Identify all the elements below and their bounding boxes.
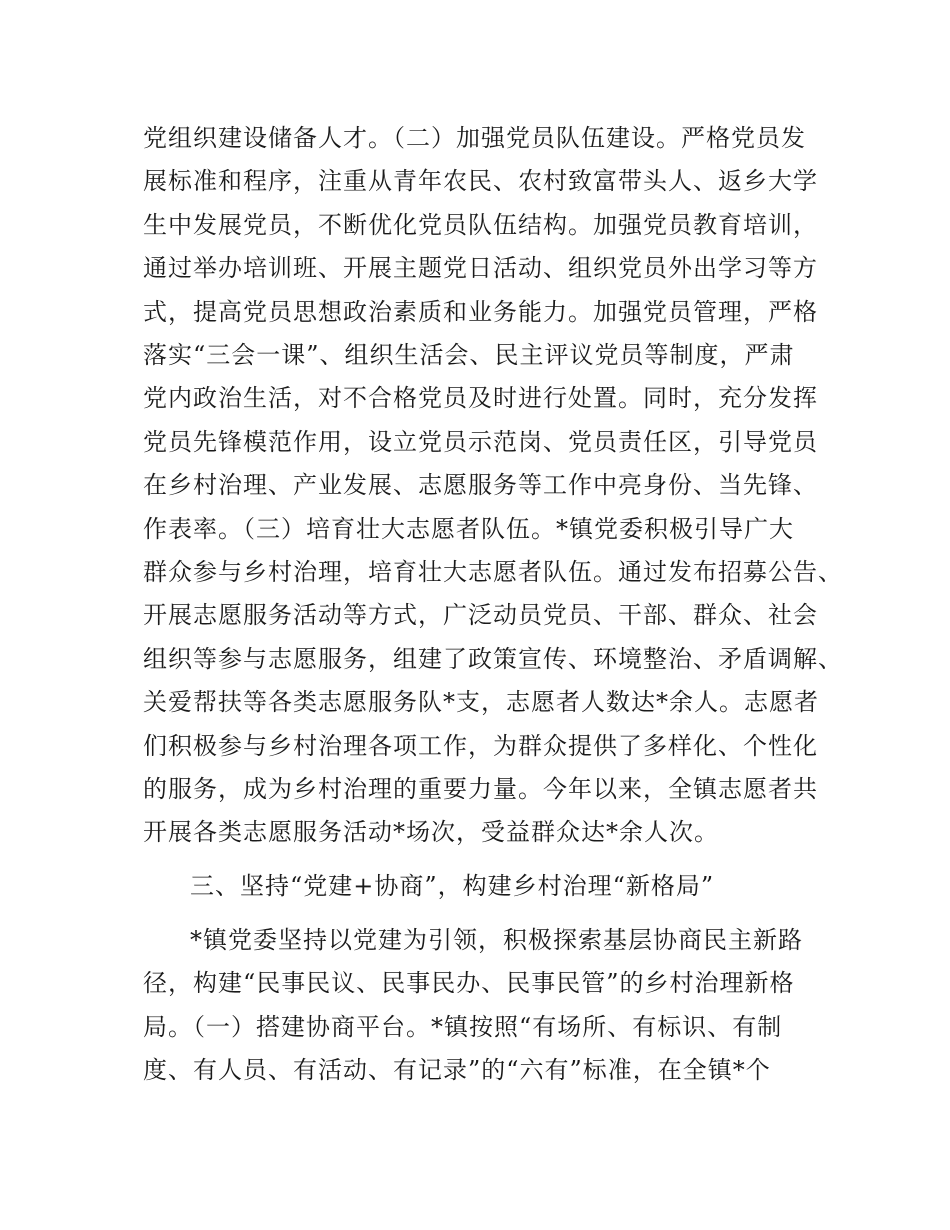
body-text-line: 径，构建“民事民议、民事民办、民事民管”的乡村治理新格 — [143, 969, 795, 997]
body-text-line: 党员先锋模范作用，设立党员示范岗、党员责任区，引导党员 — [143, 428, 818, 456]
section-heading: 三、坚持“党建+协商”，构建乡村治理“新格局” — [190, 872, 715, 900]
body-text-line: 作表率。（三）培育壮大志愿者队伍。*镇党委积极引导广大 — [143, 515, 794, 543]
body-text-line: 展标准和程序，注重从青年农民、农村致富带头人、返乡大学 — [143, 167, 818, 195]
body-text-line: 党组织建设储备人才。（二）加强党员队伍建设。严格党员发 — [143, 124, 806, 152]
body-text-line: 落实“三会一课”、组织生活会、民主评议党员等制度，严肃 — [143, 341, 795, 369]
body-text-line: 局。（一）搭建协商平台。*镇按照“有场所、有标识、有制 — [143, 1013, 783, 1041]
body-text-line: 党内政治生活，对不合格党员及时进行处置。同时，充分发挥 — [143, 384, 818, 412]
body-text-line: 们积极参与乡村治理各项工作，为群众提供了多样化、个性化 — [143, 732, 818, 760]
body-text-line: 通过举办培训班、开展主题党日活动、组织党员外出学习等方 — [143, 254, 818, 282]
body-text-line: *镇党委坚持以党建为引领，积极探索基层协商民主新路 — [190, 926, 803, 954]
body-text-line: 度、有人员、有活动、有记录”的“六有”标准，在全镇*个 — [143, 1056, 771, 1084]
body-text-line: 开展各类志愿服务活动*场次，受益群众达*余人次。 — [143, 818, 719, 846]
body-text-line: 开展志愿服务活动等方式，广泛动员党员、干部、群众、社会 — [143, 601, 818, 629]
body-text-line: 的服务，成为乡村治理的重要力量。今年以来，全镇志愿者共 — [143, 775, 818, 803]
body-text-line: 生中发展党员，不断优化党员队伍结构。加强党员教育培训， — [143, 211, 818, 239]
body-text-line: 式，提高党员思想政治素质和业务能力。加强党员管理，严格 — [143, 298, 818, 326]
body-text-line: 组织等参与志愿服务，组建了政策宣传、环境整治、矛盾调解、 — [143, 645, 843, 673]
body-text-line: 在乡村治理、产业发展、志愿服务等工作中亮身份、当先锋、 — [143, 471, 818, 499]
body-text-line: 群众参与乡村治理，培育壮大志愿者队伍。通过发布招募公告、 — [143, 558, 843, 586]
body-text-line: 关爱帮扶等各类志愿服务队*支，志愿者人数达*余人。志愿者 — [143, 688, 819, 716]
